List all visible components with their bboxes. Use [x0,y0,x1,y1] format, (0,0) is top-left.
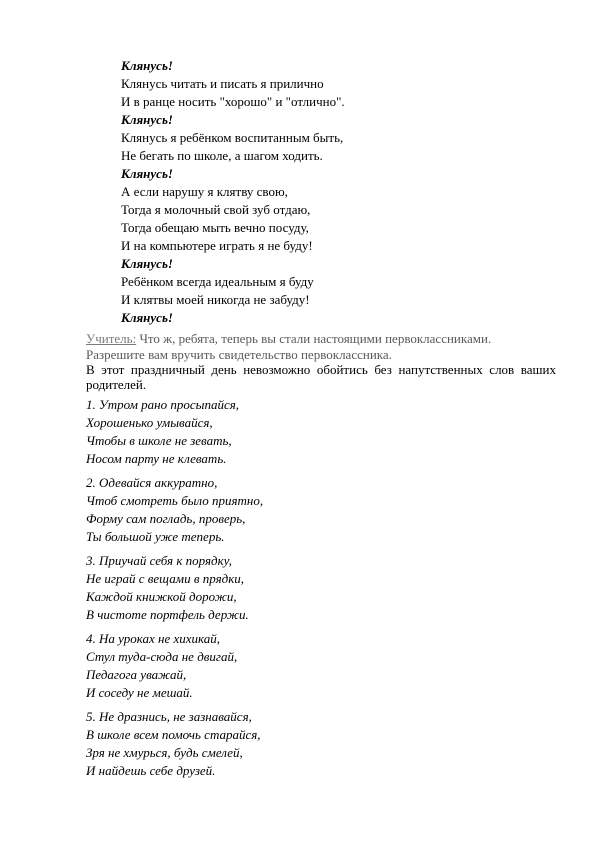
verse-line: Ты большой уже теперь. [86,529,225,544]
verse-line: Чтоб смотреть было приятно, [86,493,264,508]
oath-refrain: Клянусь! [121,112,173,127]
oath-line: Клянусь читать и писать я прилично [121,76,324,91]
verse-line: И соседу не мешай. [86,685,193,700]
verse-line: Стул туда-сюда не двигай, [86,649,238,664]
intro-paragraph: В этот праздничный день невозможно обойтись без напутственных слов ваших родителей. [86,362,556,392]
verse-line: Не играй с вещами в прядки, [86,571,245,586]
oath-refrain: Клянусь! [121,58,173,73]
teacher-line [86,331,491,347]
oath-line: Тогда обещаю мыть вечно посуду, [121,220,309,235]
verse-line: Зря не хмурься, будь смелей, [86,745,243,760]
verse-line: 1. Утром рано просыпайся, [86,397,240,412]
verse-line: И найдешь себе друзей. [86,763,216,778]
verse-line: 3. Приучай себя к порядку, [86,553,233,568]
verse-line: Носом парту не клевать. [86,451,227,466]
oath-line: Не бегать по школе, а шагом ходить. [121,148,323,163]
oath-refrain: Клянусь! [121,310,173,325]
teacher-speech-continued: Разрешите вам вручить свидетельство первоклассника. [86,347,392,362]
oath-line: И клятвы моей никогда не забуду! [121,292,310,307]
oath-line: И на компьютере играть я не буду! [121,238,313,253]
oath-refrain: Клянусь! [121,256,173,271]
oath-line: Тогда я молочный свой зуб отдаю, [121,202,311,217]
verse-line: Чтобы в школе не зевать, [86,433,232,448]
oath-line: Ребёнком всегда идеальным я буду [121,274,314,289]
oath-line: А если нарушу я клятву свою, [121,184,288,199]
verse-line: В чистоте портфель держи. [86,607,249,622]
verse-line: 4. На уроках не хихикай, [86,631,221,646]
verse-line: 2. Одевайся аккуратно, [86,475,218,490]
oath-line: Клянусь я ребёнком воспитанным быть, [121,130,344,145]
verse-line: Хорошенько умывайся, [86,415,213,430]
verse-line: Форму сам погладь, проверь, [86,511,246,526]
teacher-speech: Что ж, ребята, теперь вы стали настоящими первоклассниками. [136,331,492,346]
verse-line: Каждой книжкой дорожи, [86,589,237,604]
teacher-label: Учитель: [86,331,137,346]
verse-line: В школе всем помочь старайся, [86,727,261,742]
verse-line: 5. Не дразнись, не зазнавайся, [86,709,252,724]
oath-line: И в ранце носить "хорошо" и "отлично". [121,94,345,109]
verse-line: Педагога уважай, [86,667,187,682]
oath-refrain: Клянусь! [121,166,173,181]
